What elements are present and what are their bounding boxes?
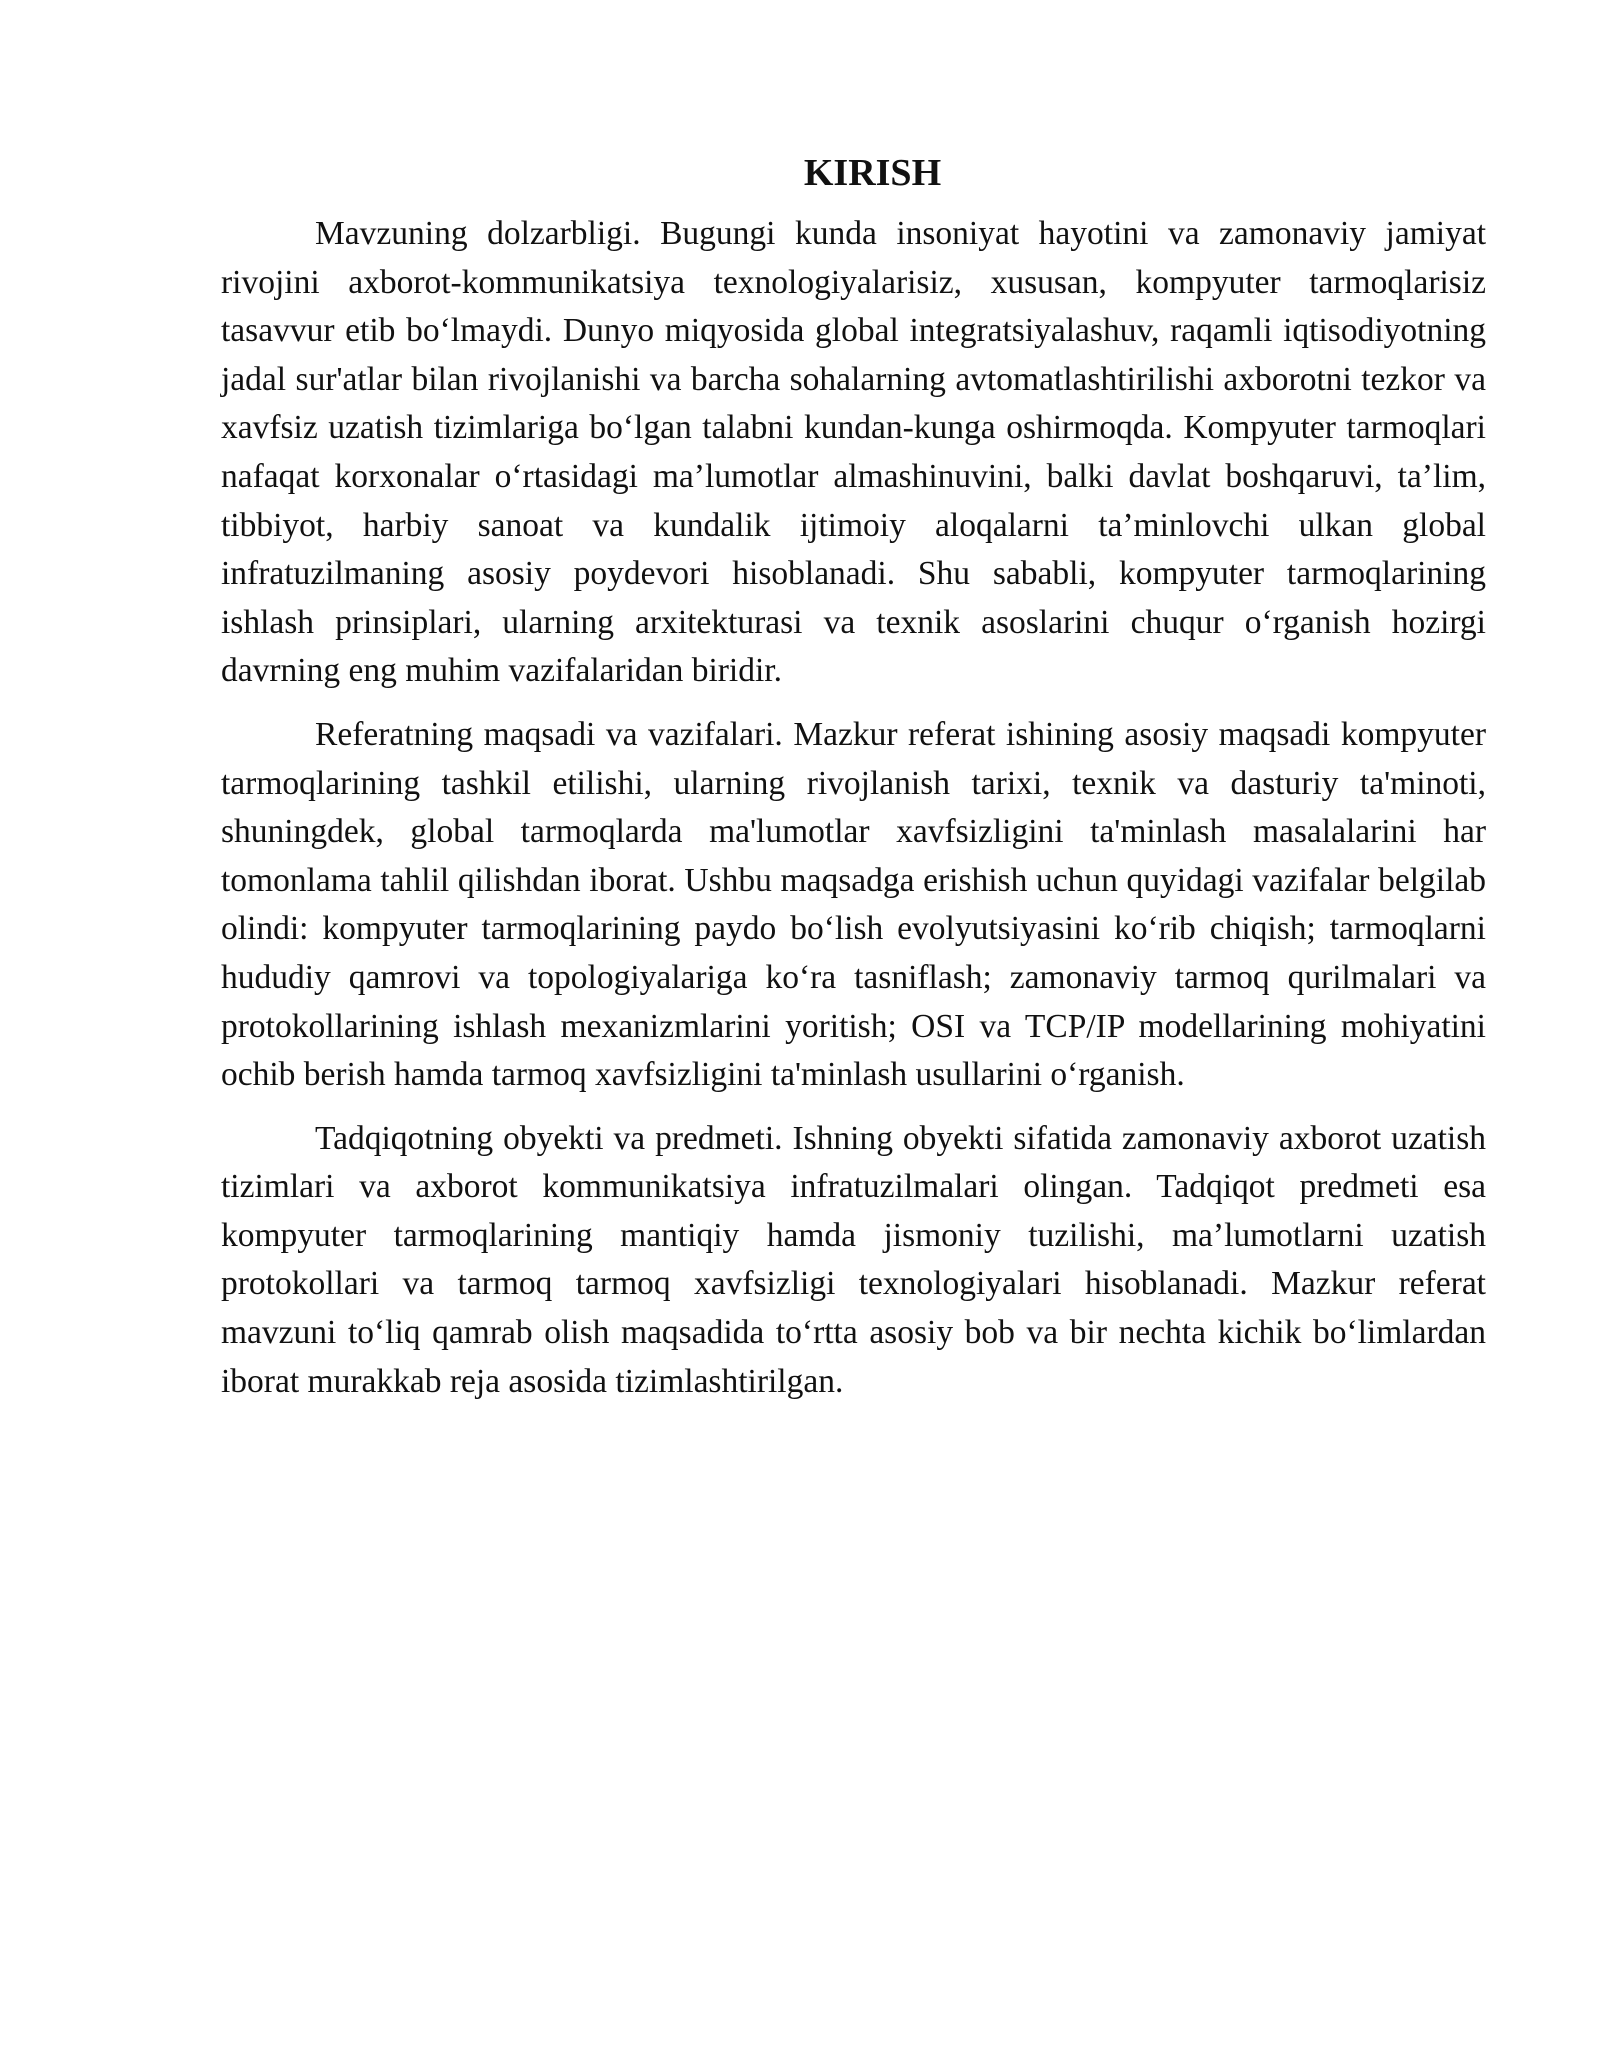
paragraph-object-subject: Tadqiqotning obyekti va predmeti. Ishning obyekti sifatida zamonaviy axborot uzatish tizimlari va axborot kommunikatsiya infratuzilmalari olingan. Tadqiqot predmeti esa kompyuter tarmoqlarining mantiqiy hamda jismoniy tuzilishi, ma’lumotlarni uzatish protokollari va tarmoq tarmoq xavfsizligi texnologiyalari hisoblanadi. Mazkur referat mavzuni to‘liq qamrab olish maqsadida to‘rtta asosiy bob va bir nechta kichik bo‘limlardan iborat murakkab reja asosida tizimlashtirilgan. — [221, 1119, 1486, 1400]
document-body — [221, 150, 1486, 1421]
page-title: KIRISH — [803, 152, 942, 194]
paragraph-relevance: Mavzuning dolzarbligi. Bugungi kunda insoniyat hayotini va zamonaviy jamiyat rivojini axborot-kommunikatsiya texnologiyalarisiz, xususan, kompyuter tarmoqlarisiz tasavvur etib bo‘lmaydi. Dunyo miqyosida global integratsiyalashuv, raqamli iqtisodiyotning jadal sur'atlar bilan rivojlanishi va barcha sohalarning avtomatlashtirilishi axborotni tezkor va xavfsiz uzatish tizimlariga bo‘lgan talabni kundan-kunga oshirmoqda. Kompyuter tarmoqlari nafaqat korxonalar o‘rtasidagi ma’lumotlar almashinuvini, balki davlat boshqaruvi, ta’lim, tibbiyot, harbiy sanoat va kundalik ijtimoiy aloqalarni ta’minlovchi ulkan global infratuzilmaning asosiy poydevori hisoblanadi. Shu sababli, kompyuter tarmoqlarining ishlash prinsiplari, ularning arxitekturasi va texnik asoslarini chuqur o‘rganish hozirgi davrning eng muhim vazifalaridan biridir. — [221, 215, 1486, 690]
paragraph-goals: Referatning maqsadi va vazifalari. Mazkur referat ishining asosiy maqsadi kompyuter tarmoqlarining tashkil etilishi, ularning rivojlanish tarixi, texnik va dasturiy ta'minoti, shuningdek, global tarmoqlarda ma'lumotlar xavfsizligini ta'minlash masalalarini har tomonlama tahlil qilishdan iborat. Ushbu maqsadga erishish uchun quyidagi vazifalar belgilab olindi: kompyuter tarmoqlarining paydo bo‘lish evolyutsiyasini ko‘rib chiqish; tarmoqlarni hududiy qamrovi va topologiyalariga ko‘ra tasniflash; zamonaviy tarmoq qurilmalari va protokollarining ishlash mexanizmlarini yoritish; OSI va TCP/IP modellarining mohiyatini ochib berish hamda tarmoq xavfsizligini ta'minlash usullarini o‘rganish. — [221, 715, 1486, 1094]
